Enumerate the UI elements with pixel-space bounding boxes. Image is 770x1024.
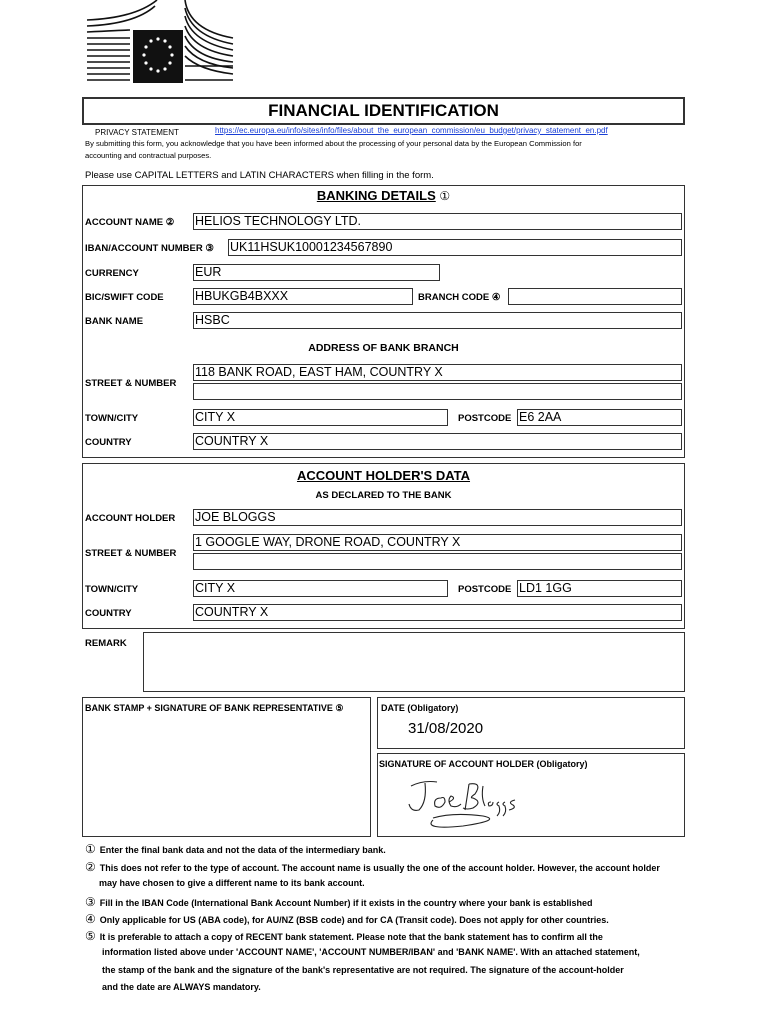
bank-country-field[interactable]: COUNTRY X <box>193 433 682 450</box>
holder-postcode-label: POSTCODE <box>458 584 512 595</box>
holder-street-field-2[interactable] <box>193 553 682 570</box>
account-holder-signature-box[interactable] <box>377 753 685 837</box>
footnote-text: may have chosen to give a different name to its bank account. <box>99 878 365 888</box>
branch-code-label: BRANCH CODE ④ <box>418 292 501 303</box>
consent-text-line1: By submitting this form, you acknowledge that you have been informed about the processing of your personal data by the European Commission for <box>85 139 582 148</box>
iban-label: IBAN/ACCOUNT NUMBER ③ <box>85 243 214 254</box>
handwritten-signature <box>403 772 523 834</box>
holder-country-field[interactable]: COUNTRY X <box>193 604 682 621</box>
account-holder-title: ACCOUNT HOLDER'S DATA <box>296 468 471 483</box>
bank-street-label: STREET & NUMBER <box>85 378 177 389</box>
bank-town-field[interactable]: CITY X <box>193 409 448 426</box>
footnote-number: ③ <box>85 895 96 909</box>
iban-field[interactable]: UK11HSUK10001234567890 <box>228 239 682 256</box>
footnote-number: ④ <box>85 912 96 926</box>
date-label: DATE (Obligatory) <box>381 703 459 713</box>
footnote-text: and the date are ALWAYS mandatory. <box>102 982 261 992</box>
currency-field[interactable]: EUR <box>193 264 440 281</box>
bank-postcode-label: POSTCODE <box>458 413 512 424</box>
bank-name-field[interactable]: HSBC <box>193 312 682 329</box>
footnote-number: ⑤ <box>85 929 96 943</box>
title-box <box>82 97 685 125</box>
banking-details-heading: BANKING DETAILS <box>316 188 436 203</box>
branch-code-field[interactable] <box>508 288 682 305</box>
account-holder-signature-label: SIGNATURE OF ACCOUNT HOLDER (Obligatory) <box>379 759 588 769</box>
footnote-text: It is preferable to attach a copy of RECENT bank statement. Please note that the bank statement has to confirm all the <box>99 932 603 942</box>
bank-name-label: BANK NAME <box>85 316 144 327</box>
bic-field[interactable]: HBUKGB4BXXX <box>193 288 413 305</box>
holder-country-label: COUNTRY <box>85 608 132 619</box>
european-commission-logo <box>85 0 235 86</box>
consent-text-line2: accounting and contractual purposes. <box>85 151 212 160</box>
footnote-mark: ① <box>439 189 451 203</box>
page-title: FINANCIAL IDENTIFICATION <box>268 101 499 120</box>
footnote-text: This does not refer to the type of account. The account name is usually the one of the account holder. However, the account holder <box>99 863 660 873</box>
account-holder-field[interactable]: JOE BLOGGS <box>193 509 682 526</box>
account-name-label: ACCOUNT NAME ② <box>85 217 175 228</box>
instruction-text: Please use CAPITAL LETTERS and LATIN CHARACTERS when filling in the form. <box>85 170 434 181</box>
remark-label: REMARK <box>85 638 127 649</box>
bank-street-field-2[interactable] <box>193 383 682 400</box>
bank-country-label: COUNTRY <box>85 437 132 448</box>
account-holder-label: ACCOUNT HOLDER <box>85 513 176 524</box>
bank-stamp-label: BANK STAMP + SIGNATURE OF BANK REPRESENTATIVE ⑤ <box>85 703 344 713</box>
account-holder-subtitle: AS DECLARED TO THE BANK <box>315 490 452 501</box>
bank-postcode-field[interactable]: E6 2AA <box>517 409 682 426</box>
bic-label: BIC/SWIFT CODE <box>85 292 164 303</box>
currency-label: CURRENCY <box>85 268 139 279</box>
bank-town-label: TOWN/CITY <box>85 413 139 424</box>
holder-street-label: STREET & NUMBER <box>85 548 177 559</box>
privacy-statement-link[interactable]: https://ec.europa.eu/info/sites/info/files/about_the_european_commission/eu_budget/privacy_statement_en.pdf <box>215 126 608 135</box>
footnote-text: Enter the final bank data and not the data of the intermediary bank. <box>99 845 386 855</box>
privacy-statement-label: PRIVACY STATEMENT <box>95 128 179 137</box>
footnote-number: ① <box>85 842 96 856</box>
bank-street-field-1[interactable]: 118 BANK ROAD, EAST HAM, COUNTRY X <box>193 364 682 381</box>
date-value: 31/08/2020 <box>408 720 484 737</box>
holder-town-label: TOWN/CITY <box>85 584 139 595</box>
footnote-text: the stamp of the bank and the signature of the bank's representative are not required. The signature of the account-holder <box>102 965 624 975</box>
footnote-number: ② <box>85 860 96 874</box>
footnote-text: information listed above under 'ACCOUNT NAME', 'ACCOUNT NUMBER/IBAN' and 'BANK NAME'. With an attached statement, <box>102 947 640 957</box>
remark-field[interactable] <box>143 632 685 692</box>
footnote-text: Fill in the IBAN Code (International Bank Account Number) if it exists in the country where your bank is established <box>99 898 593 908</box>
holder-street-field-1[interactable]: 1 GOOGLE WAY, DRONE ROAD, COUNTRY X <box>193 534 682 551</box>
holder-postcode-field[interactable]: LD1 1GG <box>517 580 682 597</box>
account-name-field[interactable]: HELIOS TECHNOLOGY LTD. <box>193 213 682 230</box>
date-box[interactable] <box>377 697 685 749</box>
holder-town-field[interactable]: CITY X <box>193 580 448 597</box>
address-of-bank-branch-title: ADDRESS OF BANK BRANCH <box>308 342 459 354</box>
bank-stamp-box[interactable] <box>82 697 371 837</box>
footnote-text: Only applicable for US (ABA code), for AU/NZ (BSB code) and for CA (Transit code). Does not apply for other countries. <box>99 915 609 925</box>
banking-details-title <box>82 188 685 203</box>
